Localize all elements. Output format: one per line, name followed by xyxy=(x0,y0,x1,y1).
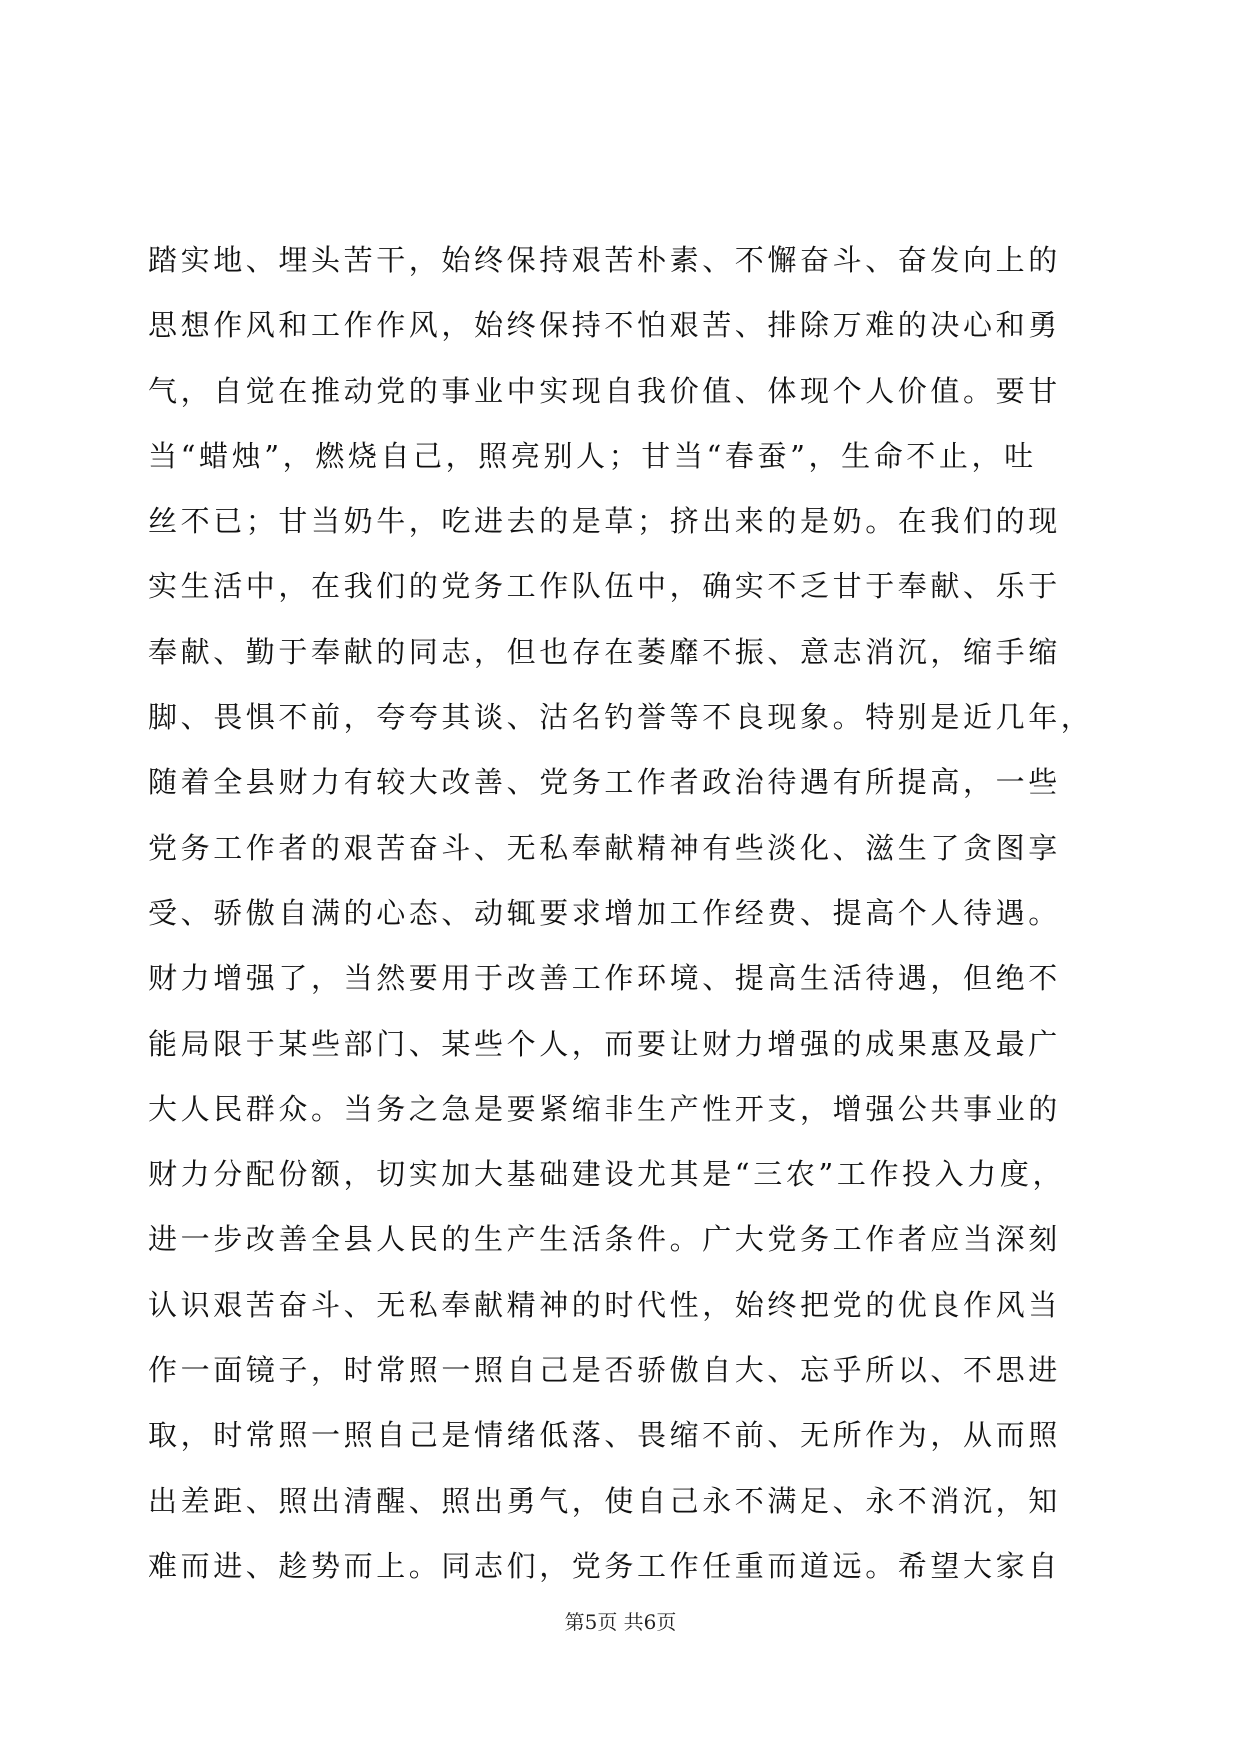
text-line: 奉献、勤于奉献的同志，但也存在萎靡不振、意志消沉，缩手缩 xyxy=(148,634,1061,669)
page-number-footer: 第5页 共6页 xyxy=(564,1610,677,1634)
text-line: 随着全县财力有较大改善、党务工作者政治待遇有所提高，一些 xyxy=(148,765,1061,800)
body-text xyxy=(148,228,1128,1599)
text-line: 进一步改善全县人民的生产生活条件。广大党务工作者应当深刻 xyxy=(148,1222,1061,1257)
text-line: 受、骄傲自满的心态、动辄要求增加工作经费、提高个人待遇。 xyxy=(148,895,1061,930)
text-line: 取，时常照一照自己是情绪低落、畏缩不前、无所作为，从而照 xyxy=(148,1418,1061,1453)
text-line: 当“蜡烛”，燃烧自己，照亮别人；甘当“春蚕”，生命不止，吐 xyxy=(148,438,1037,473)
text-line: 气，自觉在推动党的事业中实现自我价值、体现个人价值。要甘 xyxy=(148,373,1061,408)
text-line: 思想作风和工作作风，始终保持不怕艰苦、排除万难的决心和勇 xyxy=(148,308,1061,343)
text-line: 财力增强了，当然要用于改善工作环境、提高生活待遇，但绝不 xyxy=(148,961,1061,996)
text-line: 踏实地、埋头苦干，始终保持艰苦朴素、不懈奋斗、奋发向上的 xyxy=(148,243,1061,277)
text-line: 实生活中，在我们的党务工作队伍中，确实不乏甘于奉献、乐于 xyxy=(148,569,1061,604)
text-line: 作一面镜子，时常照一照自己是否骄傲自大、忘乎所以、不思进 xyxy=(148,1353,1061,1388)
text-line: 脚、畏惧不前，夸夸其谈、沽名钓誉等不良现象。特别是近几年， xyxy=(148,700,1094,735)
text-line: 能局限于某些部门、某些个人，而要让财力增强的成果惠及最广 xyxy=(148,1026,1061,1061)
text-line: 认识艰苦奋斗、无私奉献精神的时代性，始终把党的优良作风当 xyxy=(148,1287,1061,1322)
text-line: 难而进、趁势而上。同志们，党务工作任重而道远。希望大家自 xyxy=(148,1548,1061,1583)
text-line: 出差距、照出清醒、照出勇气，使自己永不满足、永不消沉，知 xyxy=(148,1483,1061,1518)
text-line: 大人民群众。当务之急是要紧缩非生产性开支，增强公共事业的 xyxy=(148,1091,1061,1126)
text-line: 财力分配份额，切实加大基础建设尤其是“三农”工作投入力度， xyxy=(148,1157,1066,1192)
text-line: 党务工作者的艰苦奋斗、无私奉献精神有些淡化、滋生了贪图享 xyxy=(148,830,1061,865)
text-line: 丝不已；甘当奶牛，吃进去的是草；挤出来的是奶。在我们的现 xyxy=(148,504,1061,539)
